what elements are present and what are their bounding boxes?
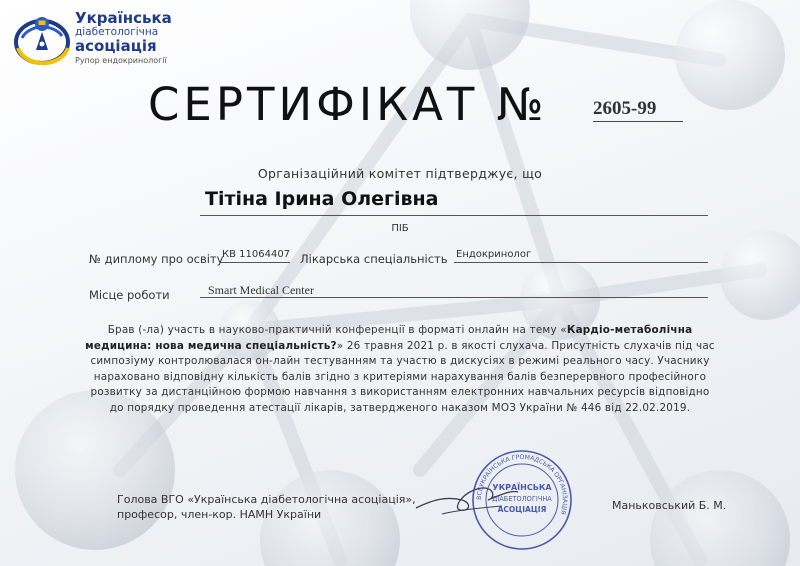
stamp-line-1: УКРАЇНСЬКА	[492, 483, 552, 492]
certificate-title: СЕРТИФІКАТ №	[148, 78, 548, 131]
diploma-label: № диплому про освіту	[89, 252, 224, 266]
name-underline	[200, 215, 708, 216]
workplace-underline	[200, 297, 708, 298]
body-text-part-1: Брав (-ла) участь в науково-практичній конференції в форматі онлайн на тему «	[107, 324, 567, 336]
workplace-label: Місце роботи	[89, 288, 170, 302]
stamp-line-3: АСОЦІАЦІЯ	[497, 505, 547, 514]
logo-line-2: діабетологічна	[75, 26, 159, 38]
specialty-label: Лікарська спеціальність	[300, 252, 448, 266]
stamp-ring-text: ВСЕУКРАЇНСЬКА ГРОМАДСЬКА ОРГАНІЗАЦІЯ	[475, 453, 569, 516]
diploma-underline	[220, 262, 290, 263]
confirmation-text: Організаційний комітет підтверджує, що	[257, 166, 543, 181]
organization-logo	[12, 8, 182, 70]
specialty-value: Ендокринолог	[456, 249, 532, 260]
workplace-value: Smart Medical Center	[208, 283, 314, 297]
diabetes-association-logo-icon	[12, 8, 74, 70]
conference-topic: Кардіо-метаболічна медицина: нова медична спеціальність?	[85, 324, 693, 352]
signer-title-line-1: Голова ВГО «Українська діабетологічна асоціація»,	[117, 493, 416, 506]
participant-name: Тітіна Ірина Олегівна	[205, 188, 439, 210]
logo-tagline: Рупор ендокринології	[75, 56, 167, 65]
signer-title	[117, 493, 416, 522]
certificate-body-text	[82, 323, 718, 417]
organization-stamp	[470, 448, 574, 552]
signer-name: Маньковський Б. М.	[612, 499, 727, 512]
logo-line-3: асоціація	[75, 37, 157, 55]
logo-text	[75, 11, 172, 66]
specialty-underline	[454, 262, 708, 263]
logo-line-1: Українська	[75, 9, 172, 27]
name-caption: ПІБ	[391, 223, 409, 234]
certificate-number: 2605-99	[593, 98, 683, 122]
stamp-line-2: ДІАБЕТОЛОГІЧНА	[492, 495, 552, 503]
signer-title-line-2: професор, член-кор. НАМН України	[117, 507, 322, 521]
body-text-part-2: » 26 травня 2021 р. в якості слухача. Присутність слухачів під час симпозіуму контролювалася он-лайн тестуванням та участю в дискусіях в режимі реального часу. Учаснику нараховано відповідну кількість балів згідно з критеріями нарахування балів безперервного професійного розвитку за дистанційною формою навчання з використанням електронних навчальних ресурсів відповідно до порядку проведення атестації лікарів, затвердженого наказом МОЗ України № 446 від 22.02.2019.	[90, 339, 715, 414]
diploma-value: КВ 11064407	[222, 249, 291, 260]
